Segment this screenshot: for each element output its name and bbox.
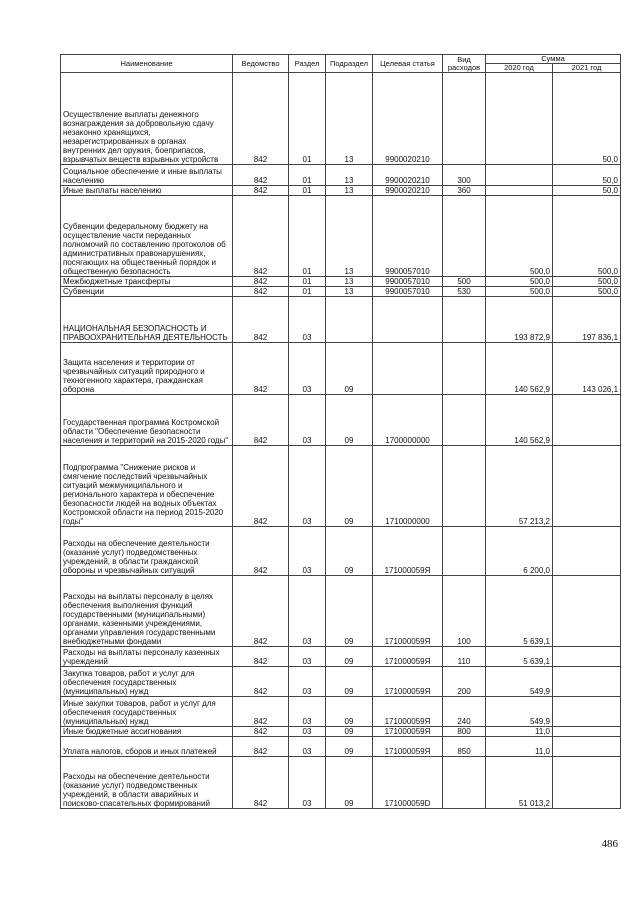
cell-razdel: 03 [289, 737, 326, 757]
cell-sum-2021 [553, 727, 621, 737]
cell-vedomstvo: 842 [233, 737, 289, 757]
cell-vid [443, 343, 486, 395]
cell-razdel: 03 [289, 667, 326, 697]
cell-vid [443, 446, 486, 527]
col-header-2021: 2021 год [553, 64, 621, 73]
cell-celevaya: 9900057010 [373, 277, 443, 287]
col-header-vedomstvo: Ведомство [233, 55, 289, 73]
cell-podrazdel: 13 [326, 186, 373, 196]
table-row [61, 277, 621, 287]
cell-razdel: 01 [289, 186, 326, 196]
cell-podrazdel: 09 [326, 667, 373, 697]
table-row [61, 196, 621, 277]
cell-name: Субвенции федеральному бюджету на осуществление части переданных полномочий по составлению протоколов об административных правонарушениях, посягающих на общественный порядок и общественную безопасность [61, 196, 233, 277]
cell-podrazdel: 09 [326, 647, 373, 667]
cell-name: Расходы на выплаты персоналу в целях обеспечения выполнения функций государственными (муниципальными) органами, казенными учреждениями, органами управления государственными внебюджетными фондами [61, 576, 233, 647]
cell-sum-2020: 51 013,2 [486, 757, 553, 809]
cell-sum-2020: 5 639,1 [486, 647, 553, 667]
cell-podrazdel: 09 [326, 737, 373, 757]
cell-sum-2021: 500,0 [553, 287, 621, 297]
cell-vid: 240 [443, 697, 486, 727]
cell-podrazdel: 13 [326, 196, 373, 277]
cell-sum-2020: 549,9 [486, 697, 553, 727]
cell-celevaya: 171000059Я [373, 576, 443, 647]
cell-sum-2020: 140 562,9 [486, 343, 553, 395]
cell-sum-2021 [553, 757, 621, 809]
cell-vid [443, 395, 486, 446]
cell-name: Иные закупки товаров, работ и услуг для обеспечения государственных (муниципальных) нужд [61, 697, 233, 727]
cell-sum-2021: 500,0 [553, 277, 621, 287]
cell-vedomstvo: 842 [233, 186, 289, 196]
cell-razdel: 03 [289, 576, 326, 647]
cell-podrazdel: 09 [326, 576, 373, 647]
cell-vedomstvo: 842 [233, 277, 289, 287]
cell-name: Уплата налогов, сборов и иных платежей [61, 737, 233, 757]
cell-razdel: 03 [289, 757, 326, 809]
cell-podrazdel: 09 [326, 757, 373, 809]
col-header-vid: Вид расходов [443, 55, 486, 73]
cell-name: Иные бюджетные ассигнования [61, 727, 233, 737]
cell-vedomstvo: 842 [233, 576, 289, 647]
cell-name: Осуществление выплаты денежного вознаграждения за добровольную сдачу незаконно хранящихся, незарегистрированных в органах внутренних дел оружия, боеприпасов, взрывчатых веществ взрывных устройств [61, 73, 233, 165]
table-row [61, 667, 621, 697]
cell-vid: 530 [443, 287, 486, 297]
cell-vid: 360 [443, 186, 486, 196]
cell-celevaya: 9900057010 [373, 287, 443, 297]
cell-vedomstvo: 842 [233, 297, 289, 343]
cell-razdel: 03 [289, 297, 326, 343]
cell-podrazdel: 13 [326, 165, 373, 186]
cell-celevaya: 9900020210 [373, 186, 443, 196]
cell-sum-2020: 11,0 [486, 737, 553, 757]
cell-sum-2020: 140 562,9 [486, 395, 553, 446]
cell-vedomstvo: 842 [233, 527, 289, 576]
table-row [61, 186, 621, 196]
cell-vedomstvo: 842 [233, 757, 289, 809]
table-row [61, 576, 621, 647]
cell-vid: 200 [443, 667, 486, 697]
table-row [61, 737, 621, 757]
cell-sum-2020: 500,0 [486, 277, 553, 287]
cell-podrazdel: 13 [326, 287, 373, 297]
cell-celevaya: 171000059Я [373, 697, 443, 727]
cell-razdel: 03 [289, 647, 326, 667]
table-row [61, 165, 621, 186]
table-row [61, 697, 621, 727]
cell-sum-2021: 50,0 [553, 73, 621, 165]
cell-name: Межбюджетные трансферты [61, 277, 233, 287]
cell-sum-2020: 11,0 [486, 727, 553, 737]
cell-vedomstvo: 842 [233, 667, 289, 697]
cell-vedomstvo: 842 [233, 343, 289, 395]
cell-podrazdel: 09 [326, 446, 373, 527]
cell-razdel: 01 [289, 287, 326, 297]
cell-sum-2021: 50,0 [553, 165, 621, 186]
table-body [61, 73, 621, 809]
cell-vid [443, 73, 486, 165]
cell-sum-2021 [553, 576, 621, 647]
cell-celevaya: 171000059D [373, 757, 443, 809]
cell-vid: 300 [443, 165, 486, 186]
cell-name: Иные выплаты населению [61, 186, 233, 196]
col-header-name: Наименование [61, 55, 233, 73]
col-header-2020: 2020 год [486, 64, 553, 73]
cell-celevaya: 171000059Я [373, 727, 443, 737]
table-row [61, 527, 621, 576]
cell-razdel: 03 [289, 727, 326, 737]
cell-vid: 110 [443, 647, 486, 667]
cell-sum-2021 [553, 446, 621, 527]
cell-razdel: 01 [289, 165, 326, 186]
cell-vedomstvo: 842 [233, 395, 289, 446]
cell-sum-2020: 193 872,9 [486, 297, 553, 343]
cell-vid: 500 [443, 277, 486, 287]
cell-celevaya: 9900057010 [373, 196, 443, 277]
cell-name: Субвенции [61, 287, 233, 297]
page-number: 486 [601, 838, 618, 850]
cell-vedomstvo: 842 [233, 73, 289, 165]
cell-sum-2020 [486, 186, 553, 196]
cell-vedomstvo: 842 [233, 697, 289, 727]
cell-name: НАЦИОНАЛЬНАЯ БЕЗОПАСНОСТЬ И ПРАВООХРАНИТЕЛЬНАЯ ДЕЯТЕЛЬНОСТЬ [61, 297, 233, 343]
cell-celevaya: 1710000000 [373, 446, 443, 527]
cell-podrazdel: 09 [326, 727, 373, 737]
cell-sum-2020: 500,0 [486, 196, 553, 277]
cell-podrazdel: 13 [326, 73, 373, 165]
cell-celevaya: 1700000000 [373, 395, 443, 446]
cell-name: Защита населения и территории от чрезвычайных ситуаций природного и техногенного характера, гражданская оборона [61, 343, 233, 395]
table-row [61, 287, 621, 297]
cell-sum-2021: 197 836,1 [553, 297, 621, 343]
cell-vid [443, 196, 486, 277]
cell-name: Расходы на выплаты персоналу казенных учреждений [61, 647, 233, 667]
budget-table [60, 54, 621, 809]
cell-vid: 800 [443, 727, 486, 737]
cell-podrazdel: 09 [326, 395, 373, 446]
col-header-podrazdel: Подраздел [326, 55, 373, 73]
cell-sum-2020: 6 200,0 [486, 527, 553, 576]
cell-name: Расходы на обеспечение деятельности (оказание услуг) подведомственных учреждений, в области гражданской обороны и чрезвычайных ситуаций [61, 527, 233, 576]
cell-celevaya: 9900020210 [373, 165, 443, 186]
cell-celevaya: 171000059Я [373, 647, 443, 667]
cell-sum-2021 [553, 667, 621, 697]
cell-sum-2021: 500,0 [553, 196, 621, 277]
table-row [61, 343, 621, 395]
table-row [61, 395, 621, 446]
cell-sum-2021: 143 026,1 [553, 343, 621, 395]
cell-razdel: 03 [289, 343, 326, 395]
cell-vid [443, 757, 486, 809]
cell-sum-2020 [486, 165, 553, 186]
table-row [61, 647, 621, 667]
cell-sum-2021 [553, 527, 621, 576]
cell-celevaya: 171000059Я [373, 667, 443, 697]
cell-sum-2021 [553, 737, 621, 757]
cell-sum-2020: 57 213,2 [486, 446, 553, 527]
cell-razdel: 01 [289, 73, 326, 165]
cell-razdel: 03 [289, 446, 326, 527]
table-row [61, 446, 621, 527]
cell-podrazdel: 09 [326, 343, 373, 395]
cell-vedomstvo: 842 [233, 165, 289, 186]
table-row [61, 297, 621, 343]
cell-razdel: 03 [289, 395, 326, 446]
col-header-summa: Сумма [486, 55, 621, 64]
cell-celevaya: 171000059Я [373, 737, 443, 757]
cell-sum-2021: 50,0 [553, 186, 621, 196]
cell-podrazdel: 09 [326, 527, 373, 576]
cell-sum-2020: 549,9 [486, 667, 553, 697]
cell-vedomstvo: 842 [233, 196, 289, 277]
cell-vid: 100 [443, 576, 486, 647]
col-header-razdel: Раздел [289, 55, 326, 73]
table-row [61, 73, 621, 165]
cell-razdel: 01 [289, 196, 326, 277]
cell-vedomstvo: 842 [233, 287, 289, 297]
cell-name: Государственная программа Костромской области "Обеспечение безопасности населения и территорий на 2015-2020 годы" [61, 395, 233, 446]
cell-name: Закупка товаров, работ и услуг для обеспечения государственных (муниципальных) нужд [61, 667, 233, 697]
cell-podrazdel [326, 297, 373, 343]
cell-celevaya [373, 297, 443, 343]
cell-name: Социальное обеспечение и иные выплаты населению [61, 165, 233, 186]
cell-sum-2020: 5 639,1 [486, 576, 553, 647]
cell-vid [443, 527, 486, 576]
cell-sum-2021 [553, 395, 621, 446]
cell-sum-2021 [553, 697, 621, 727]
cell-vid: 850 [443, 737, 486, 757]
cell-celevaya: 9900020210 [373, 73, 443, 165]
cell-celevaya [373, 343, 443, 395]
cell-celevaya: 171000059Я [373, 527, 443, 576]
cell-sum-2020 [486, 73, 553, 165]
cell-vid [443, 297, 486, 343]
col-header-celevaya: Целевая статья [373, 55, 443, 73]
cell-sum-2020: 500,0 [486, 287, 553, 297]
cell-name: Расходы на обеспечение деятельности (оказание услуг) подведомственных учреждений, в области аварийных и поисково-спасательных формирований [61, 757, 233, 809]
cell-podrazdel: 13 [326, 277, 373, 287]
cell-razdel: 03 [289, 527, 326, 576]
cell-vedomstvo: 842 [233, 727, 289, 737]
table-row [61, 757, 621, 809]
table-row [61, 727, 621, 737]
cell-vedomstvo: 842 [233, 647, 289, 667]
cell-vedomstvo: 842 [233, 446, 289, 527]
cell-podrazdel: 09 [326, 697, 373, 727]
cell-razdel: 03 [289, 697, 326, 727]
cell-razdel: 01 [289, 277, 326, 287]
cell-sum-2021 [553, 647, 621, 667]
cell-name: Подпрограмма "Снижение рисков и смягчение последствий чрезвычайных ситуаций межмуниципального и регионального характера и обеспечение безопасности людей на водных объектах Костромской области на период 2015-2020 годы" [61, 446, 233, 527]
